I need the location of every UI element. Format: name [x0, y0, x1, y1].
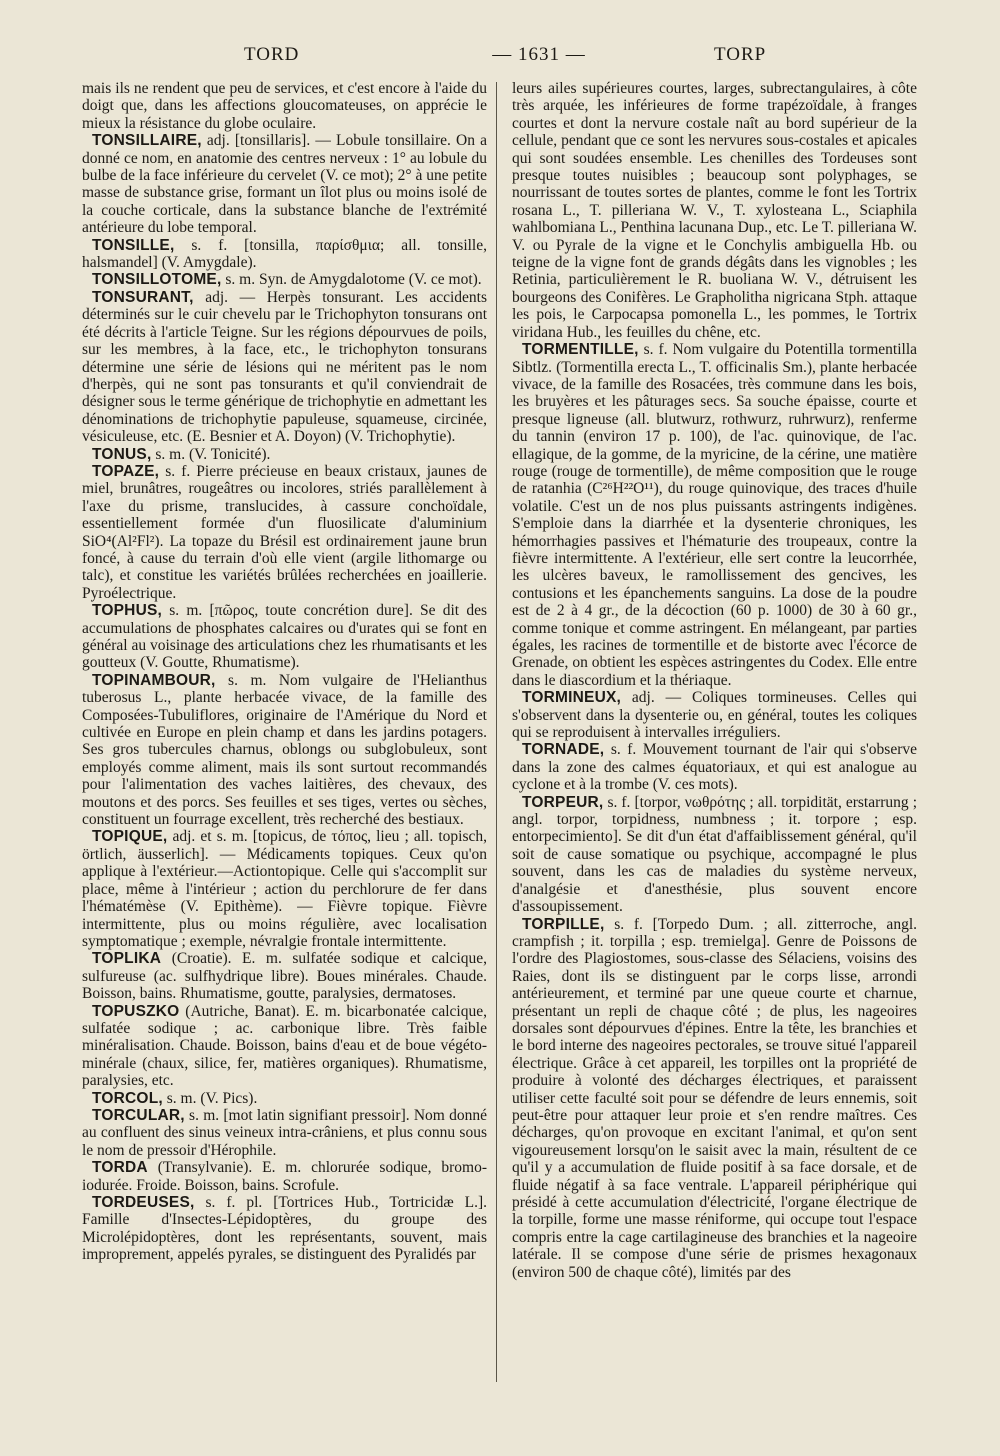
dictionary-entry: [82, 80, 487, 132]
dictionary-entry: [512, 916, 917, 1282]
dictionary-entry: [512, 689, 917, 741]
entry-text: leurs ailes supérieures courtes, larges, subrectangulaires, à côte très arquée, les inférieures de forme trapézoïdale, à franges courtes et dont la nervure costale naît au bord supérieur de la cellule, pendant que ce sont les nervures sous-costales et apicales qui sont soudées ensemble. Les chenilles des Tordeuses sont presque toutes nuisibles ; beaucoup sont polyphages, se nourrissant de toutes sortes de plantes, comme le font les Tortrix rosana L., T. pilleriana W. V., T. xylosteana L., Sciaphila wahlbomiana L., Penthina lacunana Dup., etc. Le T. pilleriana W. V. ou Pyrale de la vigne et le Conchylis ambiguella Hb. ou teigne de la vigne font de grands dégâts dans les vignobles ; les Retinia, particulièrement le R. buoliana W. V., détruisent les bourgeons des Conifères. Le Grapholitha nigricana Stph. attaque les pois, le Carpocapsa pomonella L., les pommes, le Tortrix viridana Hub., les feuilles du chêne, etc.: [512, 80, 917, 341]
entry-text: adj. [tonsillaris]. — Lobule tonsillaire. On a donné ce nom, en anatomie des centres nerveux : 1° au lobule du bulbe de la face inférieure du cervelet (V. ce mot); 2° à une petite masse de substance grise, formant un îlot plus ou moins isolé de la couche corticale, dans la substance blanche de l'extrémité antérieure du lobe temporal.: [82, 132, 487, 237]
dictionary-entry: [82, 271, 487, 288]
dictionary-entry: [82, 672, 487, 829]
entry-text: s. f. pl. [Tortrices Hub., Tortricidæ L.]. Famille d'Insectes-Lépidoptères, du groupe des Microlépidoptères, dont les représentants, souvent, mais improprement, appelés pyrales, se distinguent des Pyralidés par: [82, 1194, 487, 1264]
dictionary-entry: [82, 289, 487, 446]
dictionary-entry: [82, 1090, 487, 1107]
entry-headword: TOPUSZKO: [92, 1002, 180, 1020]
entry-text: adj. et s. m. [topicus, de τόπος, lieu ; all. topisch, örtlich, äusserlich]. — Médicaments topiques. Ceux qu'on applique à l'extérieur.—Actiontopique. Celle qui s'accomplit sur place, même à l'intérieur ; action du perchlorure de fer dans l'hématémèse (V. Epithème). — Fièvre topique. Fièvre intermittente, plus ou moins régulière, avec localisation symptomatique ; exemple, névralgie frontale intermittente.: [82, 828, 487, 950]
dictionary-entry: [512, 341, 917, 689]
entry-text: s. f. [tonsilla, παρίσθμια; all. tonsille, halsmandel] (V. Amygdale).: [82, 236, 487, 272]
entry-text: s. m. Syn. de Amygdalotome (V. ce mot).: [225, 271, 482, 289]
dictionary-entry: [82, 1107, 487, 1159]
entry-headword: TONSILLE,: [92, 236, 175, 254]
dictionary-entry: [512, 794, 917, 916]
entry-text: mais ils ne rendent que peu de services, et c'est encore à l'aide du doigt que, dans les affections gloucomateuses, on apprécie le mieux la résistance du globe oculaire.: [82, 80, 487, 132]
entry-text: s. f. Pierre précieuse en beaux cristaux, jaunes de miel, brunâtres, rougeâtres ou incolores, striés parallèlement à l'axe du prisme, translucides, à cassure conchoïdale, essentiellement formée d'un fluosilicate d'aluminium SiO⁴(Al²Fl²). La topaze du Brésil est ordinairement jaune brun foncé, à cause du terrain d'où elle vient (argile lithomarge ou talc), et constitue les variétés brûlées recherchées en joaillerie. Pyroélectrique.: [82, 462, 487, 602]
entry-text: adj. — Herpès tonsurant. Les accidents déterminés sur le cuir chevelu par le Trichophyton tonsurans ont été décrits à l'article Teigne. Sur les régions dépourvues de poils, sur les membres, à la face, etc., le trichophyton tonsurans détermine une série de lésions qui ne méritent pas le nom d'herpès, qui ne sont pas tonsurants et qu'il conviendrait de désigner sous le terme générique de trichophytie en admettant les dénominations de trichophytie papuleuse, squameuse, circinée, vésiculeuse, etc. (E. Besnier et A. Doyon) (V. Trichophytie).: [82, 288, 487, 446]
entry-headword: TONSILLAIRE,: [92, 132, 202, 150]
entry-text: adj. — Coliques tormineuses. Celles qui s'observent dans la dysenterie ou, en général, toutes les coliques qui se reproduisent à intervalles irréguliers.: [512, 689, 917, 742]
entry-text: (Transylvanie). E. m. chlorurée sodique, bromo-iodurée. Froide. Boisson, bains. Scrofule.: [82, 1159, 487, 1194]
entry-headword: TOPLIKA: [92, 950, 162, 968]
column-divider: [496, 82, 497, 1382]
dictionary-entry: [82, 463, 487, 602]
entry-headword: TORNADE,: [522, 741, 605, 759]
entry-text: s. m. [mot latin signifiant pressoir]. Nom donné au confluent des sinus veineux intra-crâniens, et plus connu sous le nom de pressoir d'Hérophile.: [82, 1106, 487, 1159]
entry-headword: TORDEUSES,: [92, 1194, 195, 1211]
entry-headword: TONSURANT,: [92, 288, 194, 306]
right-column: [512, 80, 917, 1390]
dictionary-entry: [82, 602, 487, 672]
dictionary-entry: [82, 446, 487, 463]
dictionary-entry: [82, 950, 487, 1002]
entry-headword: TORPILLE,: [522, 915, 605, 933]
entry-headword: TOPIQUE,: [92, 828, 168, 846]
entry-headword: TONSILLOTOME,: [92, 271, 222, 289]
dictionary-entry: [512, 741, 917, 793]
entry-headword: TOPHUS,: [92, 602, 163, 620]
header-left-guideword: TORD: [244, 44, 300, 65]
running-header: [84, 44, 930, 74]
entry-headword: TORCOL,: [92, 1089, 163, 1107]
entry-text: s. f. Mouvement tournant de l'air qui s'observe dans la zone des calmes équatoriaux, et qui est analogue au cyclone et à la trombe (V. ces mots).: [512, 741, 917, 794]
page-number: — 1631 —: [492, 44, 586, 65]
dictionary-entry: [82, 828, 487, 950]
entry-text: s. f. Nom vulgaire du Potentilla tormentilla Sibtlz. (Tormentilla erecta L., T. officinalis Sm.), plante herbacée vivace, de la famille des Rosacées, très commune dans les bois, les bruyères et les pâturages secs. Sa souche épaisse, courte et presque ligneuse (all. blutwurz, rothwurz, ruhrwurz), renferme du tannin (environ 17 p. 100), de l'ac. quinovique, de l'ac. ellagique, de la gomme, de la myricine, de la cérine, une matière rouge (rouge de tormentille), de même composition que le rouge de ratanhia (C²⁶H²²O¹¹), du rouge quinovique, des traces d'huile volatile. C'est un de nos plus puissants astringents indigènes. S'emploie dans la diarrhée et la dysenterie chroniques, les hémorrhagies passives et l'hématurie des troupeaux, contre la fièvre intermittente. A l'extérieur, elle sert contre la leucorrhée, les ulcères baveux, le ramollissement des gencives, les contusions et les épanchements sanguins. La dose de la poudre est de 2 à 4 gr., de la décoction (60 p. 1000) de 30 à 60 gr., comme tonique et comme astringent. En mélangeant, par parties égales, les racines de tormentille et de bistorte avec l'écorce de Grenade, on obtient les espèces astringentes du Codex. Elle entre dans le diascordium et la thériaque.: [512, 341, 917, 689]
entry-headword: TORCULAR,: [92, 1106, 185, 1124]
dictionary-entry: [82, 237, 487, 272]
entry-text: s. m. (V. Tonicité).: [155, 445, 271, 463]
entry-text: s. m. [πῶρος, toute concrétion dure]. Se dit des accumulations de phosphates calcaires ou d'urates qui se font en général au voisinage des articulations chez les rhumatisants et les goutteux (V. Goutte, Rhumatisme).: [82, 602, 487, 672]
entry-text: (Autriche, Banat). E. m. bicarbonatée calcique, sulfatée sodique ; ac. carbonique libre. Très faible minéralisation. Chaude. Boisson, bains d'eau et de boue végéto-minérale (chaux, silice, fer, matières organiques). Rhumatisme, paralysies, etc.: [82, 1002, 487, 1090]
header-right-guideword: TORP: [714, 44, 767, 65]
entry-headword: TOPAZE,: [92, 462, 160, 480]
dictionary-entry: [82, 132, 487, 236]
entry-headword: TORMENTILLE,: [522, 341, 639, 359]
entry-text: s. f. [Torpedo Dum. ; all. zitterroche, angl. crampfish ; it. torpilla ; esp. tremielga]. Genre de Poissons de l'ordre des Plagiostomes, sous-classe des Sélaciens, voisins des Raies, dont ils se distinguent par le corps lisse, arrondi antérieurement, et terminé par une queue courte et charnue, présentant un repli de chaque côté ; de plus, les nageoires dorsales sont dépourvues d'épines. Entre la tête, les branchies et le bord interne des nageoires pectorales, se trouve situé l'appareil électrique. Grâce à cet appareil, les torpilles ont la propriété de produire à volonté des décharges électriques, et paraissent utiliser cette faculté soit pour se défendre de leurs ennemis, soit peut-être pour attaquer leur proie et s'en rendre maîtres. Ces décharges, qu'on provoque en excitant l'animal, et qu'on sent vigoureusement lorsqu'on le saisit avec la main, résultent de ce qu'il y a accumulation de fluide positif à sa face dorsale, et de fluide négatif à sa face ventrale. L'appareil périphérique qui présidé à cette accumulation d'électricité, l'organe électrique de la torpille, forme une masse réniforme, qui occupe tout l'espace compris entre la cage cartilagineuse des branchies et la nageoire latérale. Il se compose d'une série de prismes hexagonaux (environ 500 de chaque côté), limités par des: [512, 915, 917, 1281]
entry-text: s. f. [torpor, νωθρότης ; all. torpidität, erstarrung ; angl. torpor, torpidness, numbness ; it. torpore ; esp. entorpecimiento]. Se dit d'un état d'affaiblissement général, qu'il soit de cause somatique ou psychique, accompagné le plus souvent, dans les cas de maladies du système nerveux, d'analgésie et d'anesthésie, plus souvent encore d'assoupissement.: [512, 793, 917, 916]
entry-headword: TORMINEUX,: [522, 689, 622, 707]
entry-headword: TONUS,: [92, 445, 152, 463]
entry-text: (Croatie). E. m. sulfatée sodique et calcique, sulfureuse (ac. sulfhydrique libre). Boues minérales. Chaude. Boisson, bains. Rhumatisme, goutte, paralysies, dermatoses.: [82, 950, 487, 1003]
left-column: [82, 80, 487, 1390]
entry-headword: TOPINAMBOUR,: [92, 671, 216, 689]
dictionary-entry: [512, 80, 917, 341]
dictionary-entry: [82, 1159, 487, 1194]
dictionary-entry: [82, 1003, 487, 1090]
entry-text: s. m. Nom vulgaire de l'Helianthus tuberosus L., plante herbacée vivace, de la famille des Composées-Tubuliflores, originaire de l'Amérique du Nord et cultivée en Europe en plein champ et dans les jardins potagers. Ses gros tubercules charnus, oblongs ou subglobuleux, sont employés comme aliment, mais ils sont surtout recommandés pour l'alimentation des vaches laitières, des chevaux, des moutons et des porcs. Ses feuilles et ses tiges, vertes ou sèches, constituent un fourrage excellent, très recherché des bestiaux.: [82, 671, 487, 829]
entry-text: s. m. (V. Pics).: [166, 1089, 258, 1107]
entry-headword: TORDA: [92, 1159, 148, 1177]
dictionary-entry: [82, 1194, 487, 1264]
entry-headword: TORPEUR,: [522, 793, 604, 811]
